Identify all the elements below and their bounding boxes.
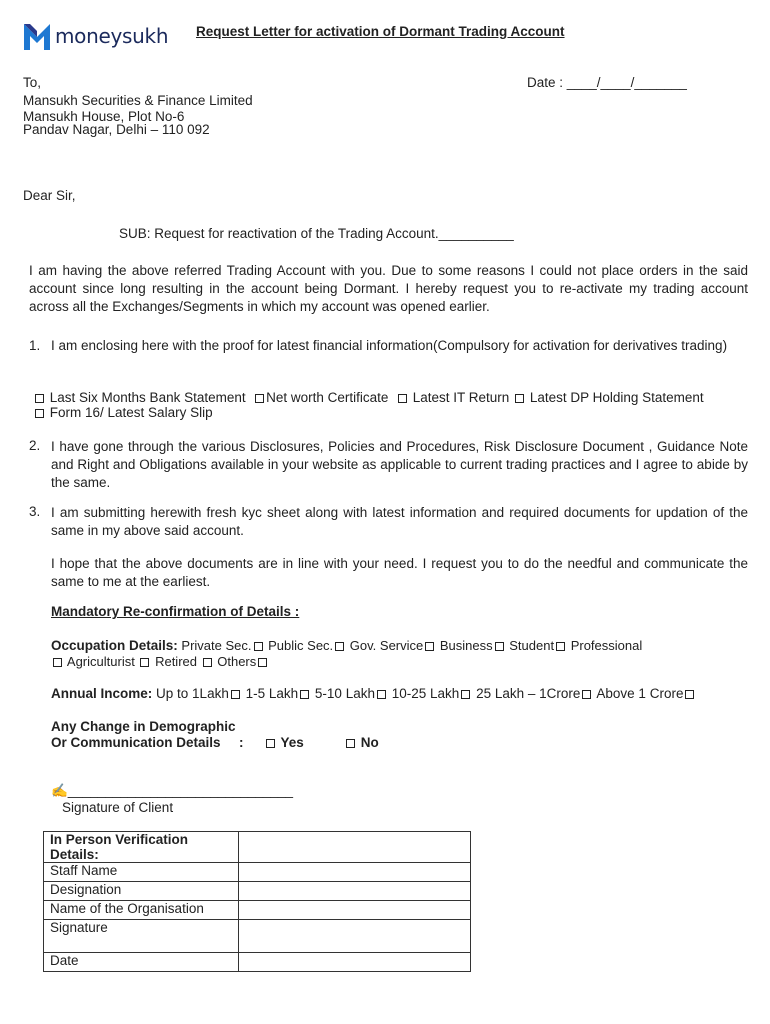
- proof-list-row1: [33, 390, 704, 405]
- no-label: No: [360, 735, 379, 750]
- inc-6: Above 1 Crore: [596, 686, 684, 701]
- checkbox-occ-gov[interactable]: [425, 642, 434, 651]
- point1-number: 1.: [29, 338, 41, 353]
- inc-3: 5-10 Lakh: [314, 686, 375, 701]
- checkbox-inc-4[interactable]: [461, 690, 470, 699]
- income-label: Annual Income:: [51, 686, 153, 701]
- verification-heading: In Person Verification Details:: [44, 832, 239, 863]
- proof-dp-holding: Latest DP Holding Statement: [529, 390, 704, 405]
- checkbox-occ-private[interactable]: [254, 642, 263, 651]
- proof-form16: Form 16/ Latest Salary Slip: [49, 405, 213, 420]
- checkbox-dp-holding[interactable]: [515, 394, 524, 403]
- row-date: Date: [44, 953, 239, 972]
- point3-text: I am submitting herewith fresh kyc sheet along with latest information and required documents for updation of the same in my above said account.: [51, 505, 748, 538]
- occupation-row2: [51, 654, 269, 669]
- organisation-field[interactable]: [239, 901, 471, 920]
- page-title: Request Letter for activation of Dormant Trading Account: [196, 24, 565, 39]
- inc-4: 10-25 Lakh: [391, 686, 460, 701]
- checkbox-it-return[interactable]: [398, 394, 407, 403]
- checkbox-occ-others-left[interactable]: [203, 658, 212, 667]
- point1-text: I am enclosing here with the proof for latest financial information(Compulsory for activation for derivatives trading): [51, 338, 728, 353]
- signature-line: ✍______________________________: [51, 783, 294, 798]
- row-designation: Designation: [44, 882, 239, 901]
- checkbox-form16[interactable]: [35, 409, 44, 418]
- proof-bank-statement: Last Six Months Bank Statement: [49, 390, 246, 405]
- checkbox-inc-5[interactable]: [582, 690, 591, 699]
- date-field: Date : ____/____/_______: [527, 75, 687, 90]
- occ-retired: Retired: [155, 654, 197, 669]
- address-line2: Mansukh House, Plot No-6: [23, 109, 185, 124]
- salutation: Dear Sir,: [23, 188, 76, 203]
- inc-1: Up to 1Lakh: [156, 686, 229, 701]
- checkbox-inc-6[interactable]: [685, 690, 694, 699]
- point3-number: 3.: [29, 504, 41, 519]
- checkbox-no[interactable]: [346, 739, 355, 748]
- designation-field[interactable]: [239, 882, 471, 901]
- staff-name-field[interactable]: [239, 863, 471, 882]
- brand-name: moneysukh: [55, 24, 169, 48]
- occupation-row1: [51, 638, 642, 653]
- occ-private: Private Sec.: [181, 638, 252, 653]
- checkbox-yes[interactable]: [266, 739, 275, 748]
- brand-logo: [22, 20, 168, 52]
- demographic-yes: [264, 735, 304, 750]
- checkbox-inc-1[interactable]: [231, 690, 240, 699]
- point2-number: 2.: [29, 438, 41, 453]
- checkbox-occ-student[interactable]: [556, 642, 565, 651]
- verification-table: [43, 831, 471, 972]
- occ-agri: Agriculturist: [66, 654, 135, 669]
- checkbox-bank-statement[interactable]: [35, 394, 44, 403]
- demographic-label1: Any Change in Demographic: [51, 719, 236, 734]
- hope-paragraph: I hope that the above documents are in line with your need. I request you to do the needful and communicate the same to me at the earliest.: [51, 556, 748, 589]
- checkbox-net-worth[interactable]: [255, 394, 264, 403]
- signature-label: Signature of Client: [62, 800, 174, 815]
- point2-text: I have gone through the various Disclosures, Policies and Procedures, Risk Disclosure Document , Guidance Note and Right and Obligations available in your website as applicable to current trading practices and I agree to abide by the same.: [51, 439, 748, 490]
- income-row: [51, 686, 696, 701]
- date-field-cell[interactable]: [239, 953, 471, 972]
- occ-others: Others: [217, 654, 257, 669]
- body-paragraph: I am having the above referred Trading Account with you. Due to some reasons I could not place orders in the said account since long resulting in the account being Dormant. I hereby request you to re-activate my trading account across all the Exchanges/Segments in which my account was opened earlier.: [29, 263, 748, 314]
- address-to: To,: [23, 75, 42, 90]
- row-organisation: Name of the Organisation: [44, 901, 239, 920]
- inc-5: 25 Lakh – 1Crore: [476, 686, 581, 701]
- proof-list-row2: [33, 405, 213, 420]
- checkbox-occ-business[interactable]: [495, 642, 504, 651]
- proof-net-worth: Net worth Certificate: [266, 390, 389, 405]
- proof-it-return: Latest IT Return: [412, 390, 510, 405]
- inc-2: 1-5 Lakh: [245, 686, 299, 701]
- occupation-label: Occupation Details:: [51, 638, 178, 653]
- checkbox-occ-retired[interactable]: [140, 658, 149, 667]
- subject-line: SUB: Request for reactivation of the Trading Account.__________: [119, 226, 514, 241]
- moneysukh-logo-icon: [22, 20, 52, 52]
- occ-business: Business: [439, 638, 493, 653]
- yes-label: Yes: [280, 735, 304, 750]
- occ-professional: Professional: [570, 638, 643, 653]
- checkbox-occ-agri[interactable]: [53, 658, 62, 667]
- demographic-label2: Or Communication Details: [51, 735, 221, 750]
- checkbox-inc-3[interactable]: [377, 690, 386, 699]
- address-line1: Mansukh Securities & Finance Limited: [23, 93, 253, 108]
- occ-student: Student: [509, 638, 555, 653]
- checkbox-occ-public[interactable]: [335, 642, 344, 651]
- reconfirm-heading: Mandatory Re-confirmation of Details :: [51, 604, 300, 619]
- row-staff-name: Staff Name: [44, 863, 239, 882]
- occ-public: Public Sec.: [268, 638, 334, 653]
- occ-gov: Gov. Service: [349, 638, 424, 653]
- address-line3: Pandav Nagar, Delhi – 110 092: [23, 122, 210, 137]
- checkbox-inc-2[interactable]: [300, 690, 309, 699]
- demographic-colon: :: [239, 735, 244, 750]
- signature-field[interactable]: [239, 920, 471, 953]
- demographic-no: [344, 735, 379, 750]
- row-signature: Signature: [44, 920, 239, 953]
- checkbox-occ-others[interactable]: [258, 658, 267, 667]
- verification-heading-blank: [239, 832, 471, 863]
